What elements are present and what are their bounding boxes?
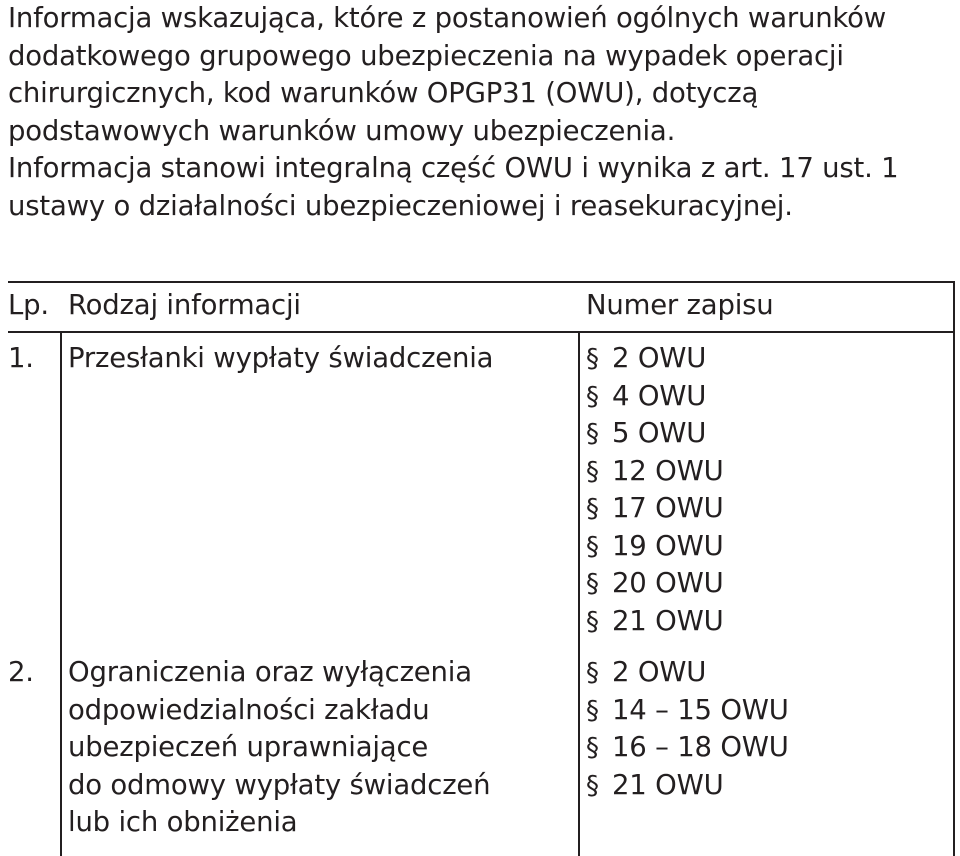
ref-item: § 4 OWU	[586, 378, 724, 416]
ref-item: § 20 OWU	[586, 565, 724, 603]
intro-line: dodatkowego grupowego ubezpieczenia na wypadek operacji	[8, 39, 844, 72]
ref-item: § 21 OWU	[586, 603, 724, 641]
row-2-lp: 2.	[8, 656, 34, 688]
section-sign: §	[586, 606, 599, 637]
column-divider-left	[60, 331, 62, 856]
header-number: Numer zapisu	[586, 289, 774, 321]
ref-item: § 5 OWU	[586, 415, 724, 453]
ref-item: § 16 – 18 OWU	[586, 729, 789, 767]
intro-line: Informacja wskazująca, które z postanowień ogólnych warunków	[8, 2, 887, 34]
row-2-type	[68, 654, 490, 842]
table-right-border	[953, 281, 955, 856]
row-2-type-line: Ograniczenia oraz wyłączenia	[68, 656, 472, 688]
intro-line: chirurgicznych, kod warunków OPGP31 (OWU), dotyczą	[8, 77, 759, 109]
ref-item: § 2 OWU	[586, 340, 724, 378]
section-sign: §	[586, 733, 599, 763]
row-1-lp: 1.	[8, 342, 34, 374]
section-sign: §	[586, 456, 599, 487]
section-sign: §	[586, 419, 599, 449]
header-type: Rodzaj informacji	[68, 289, 301, 321]
header-lp: Lp.	[8, 289, 49, 321]
section-sign: §	[586, 531, 599, 562]
row-1-type	[68, 340, 493, 378]
section-sign: §	[586, 569, 599, 599]
table-top-border	[8, 281, 954, 283]
intro-line: ustawy o działalności ubezpieczeniowej i reasekuracyjnej.	[8, 189, 793, 222]
ref-item: § 21 OWU	[586, 767, 789, 805]
section-sign: §	[586, 344, 599, 374]
ref-item: § 19 OWU	[586, 528, 724, 566]
row-2-type-line: do odmowy wypłaty świadczeń	[68, 768, 491, 801]
ref-item: § 2 OWU	[586, 654, 789, 692]
intro-paragraph	[8, 0, 953, 225]
row-2-type-line: lub ich obniżenia	[68, 806, 298, 838]
ref-item: § 12 OWU	[586, 453, 724, 491]
ref-item: § 14 – 15 OWU	[586, 692, 789, 730]
section-sign: §	[586, 494, 599, 524]
header-bottom-border	[8, 331, 954, 333]
column-divider-right	[578, 331, 580, 856]
section-sign: §	[586, 381, 599, 412]
section-sign: §	[586, 770, 599, 801]
row-1-type-line: Przesłanki wypłaty świadczenia	[68, 342, 494, 374]
intro-line: Informacja stanowi integralną część OWU i wynika z art. 17 ust. 1	[8, 152, 899, 184]
row-1-refs	[586, 340, 724, 640]
row-2-refs	[586, 654, 789, 804]
section-sign: §	[586, 658, 599, 688]
row-2-type-line: odpowiedzialności zakładu	[68, 693, 430, 726]
row-2-type-line: ubezpieczeń uprawniające	[68, 731, 429, 763]
intro-line: podstawowych warunków umowy ubezpieczenia.	[8, 114, 676, 147]
section-sign: §	[586, 695, 599, 726]
ref-item: § 17 OWU	[586, 490, 724, 528]
